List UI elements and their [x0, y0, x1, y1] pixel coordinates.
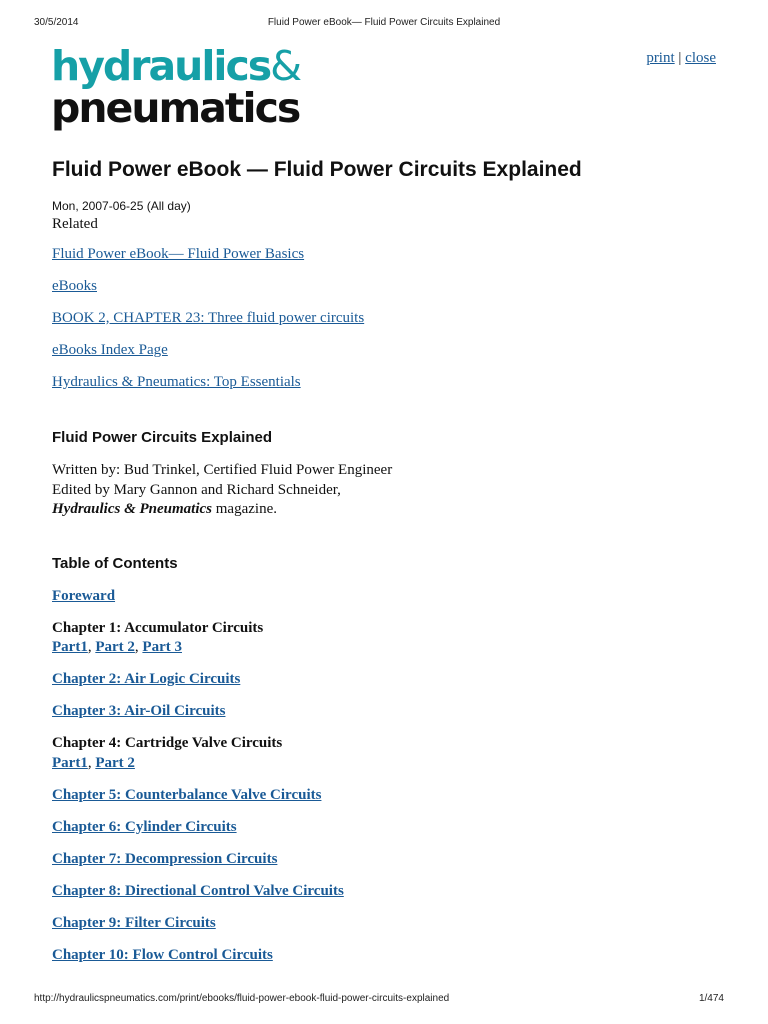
list-item	[52, 587, 722, 607]
print-link[interactable]: print	[646, 50, 675, 66]
toc-link-ch1-part-1[interactable]: Part1	[52, 639, 88, 655]
logo-word-pneumatics: pneumatics	[51, 84, 300, 132]
related-link[interactable]: Hydraulics & Pneumatics: Top Essentials	[52, 374, 301, 390]
toc-link-chapter-8[interactable]: Chapter 8: Directional Control Valve Circuits	[52, 882, 344, 899]
byline-written-by: Written by: Bud Trinkel, Certified Fluid Power Engineer	[52, 462, 393, 478]
toc-link-chapter-9[interactable]: Chapter 9: Filter Circuits	[52, 914, 216, 931]
magazine-suffix: magazine.	[215, 501, 277, 517]
list-item	[52, 372, 722, 392]
event-date: Mon, 2007-06-25 (All day)	[52, 199, 191, 213]
list-item	[52, 850, 722, 870]
site-logo[interactable]	[51, 44, 301, 136]
print-footer	[0, 993, 768, 1007]
toc-link-ch1-part-3[interactable]: Part 3	[142, 639, 182, 655]
toc-link-chapter-10[interactable]: Chapter 10: Flow Control Circuits	[52, 946, 273, 963]
list-item	[52, 244, 722, 264]
comma-separator: ,	[134, 639, 139, 655]
toc-chapter-4-parts	[52, 754, 722, 774]
related-link[interactable]: eBooks	[52, 278, 97, 294]
toc-link-chapter-6[interactable]: Chapter 6: Cylinder Circuits	[52, 818, 237, 835]
list-item	[52, 702, 722, 722]
print-header	[0, 17, 768, 31]
article	[52, 156, 722, 978]
toc-link-foreward[interactable]: Foreward	[52, 587, 116, 604]
logo-ampersand: &	[270, 42, 301, 90]
related-link[interactable]: Fluid Power eBook— Fluid Power Basics	[52, 246, 305, 262]
comma-separator: ,	[87, 639, 92, 655]
print-url: http://hydraulicspneumatics.com/print/ebooks/fluid-power-ebook-fluid-power-circuits-explained	[34, 993, 450, 1004]
top-links	[646, 50, 716, 67]
related-link[interactable]: eBooks Index Page	[52, 342, 168, 358]
byline-edited-by: Edited by Mary Gannon and Richard Schneider,	[52, 481, 341, 498]
list-item	[52, 818, 722, 838]
toc-chapter-4-title: Chapter 4: Cartridge Valve Circuits	[52, 735, 283, 751]
list-item	[52, 914, 722, 934]
print-document-title: Fluid Power eBook— Fluid Power Circuits Explained	[267, 17, 501, 28]
toc-link-ch4-part-2[interactable]: Part 2	[95, 754, 135, 771]
section-heading: Fluid Power Circuits Explained	[52, 429, 273, 446]
toc-chapter-1-parts	[52, 638, 722, 658]
logo-word-hydraulics: hydraulics	[51, 42, 271, 90]
toc-link-chapter-7[interactable]: Chapter 7: Decompression Circuits	[52, 850, 278, 867]
byline-magazine-line	[52, 500, 722, 520]
magazine-name: Hydraulics & Pneumatics	[52, 501, 213, 517]
comma-separator: ,	[87, 754, 92, 771]
related-links-list	[52, 244, 722, 392]
list-item	[52, 670, 722, 690]
toc-heading: Table of Contents	[52, 554, 178, 572]
related-link[interactable]: BOOK 2, CHAPTER 23: Three fluid power circuits	[52, 310, 365, 326]
list-item	[52, 340, 722, 360]
print-date: 30/5/2014	[34, 17, 79, 28]
list-item	[52, 946, 722, 966]
toc-link-chapter-2[interactable]: Chapter 2: Air Logic Circuits	[52, 671, 241, 687]
table-of-contents	[52, 587, 722, 966]
page-title: Fluid Power eBook — Fluid Power Circuits Explained	[52, 158, 582, 181]
list-item	[52, 619, 722, 658]
logo-line-hydraulics	[51, 44, 300, 88]
link-separator: |	[678, 50, 682, 66]
list-item	[52, 882, 722, 902]
list-item	[52, 734, 722, 773]
list-item	[52, 786, 722, 806]
close-link[interactable]: close	[685, 50, 716, 66]
toc-link-chapter-5[interactable]: Chapter 5: Counterbalance Valve Circuits	[52, 786, 322, 803]
related-label: Related	[52, 216, 98, 232]
byline	[52, 461, 722, 520]
toc-link-ch1-part-2[interactable]: Part 2	[95, 639, 135, 655]
list-item	[52, 308, 722, 328]
toc-link-chapter-3[interactable]: Chapter 3: Air-Oil Circuits	[52, 703, 226, 719]
toc-link-ch4-part-1[interactable]: Part1	[52, 754, 88, 771]
toc-chapter-1-title: Chapter 1: Accumulator Circuits	[52, 619, 264, 636]
list-item	[52, 276, 722, 296]
page-count: 1/474	[698, 993, 724, 1004]
